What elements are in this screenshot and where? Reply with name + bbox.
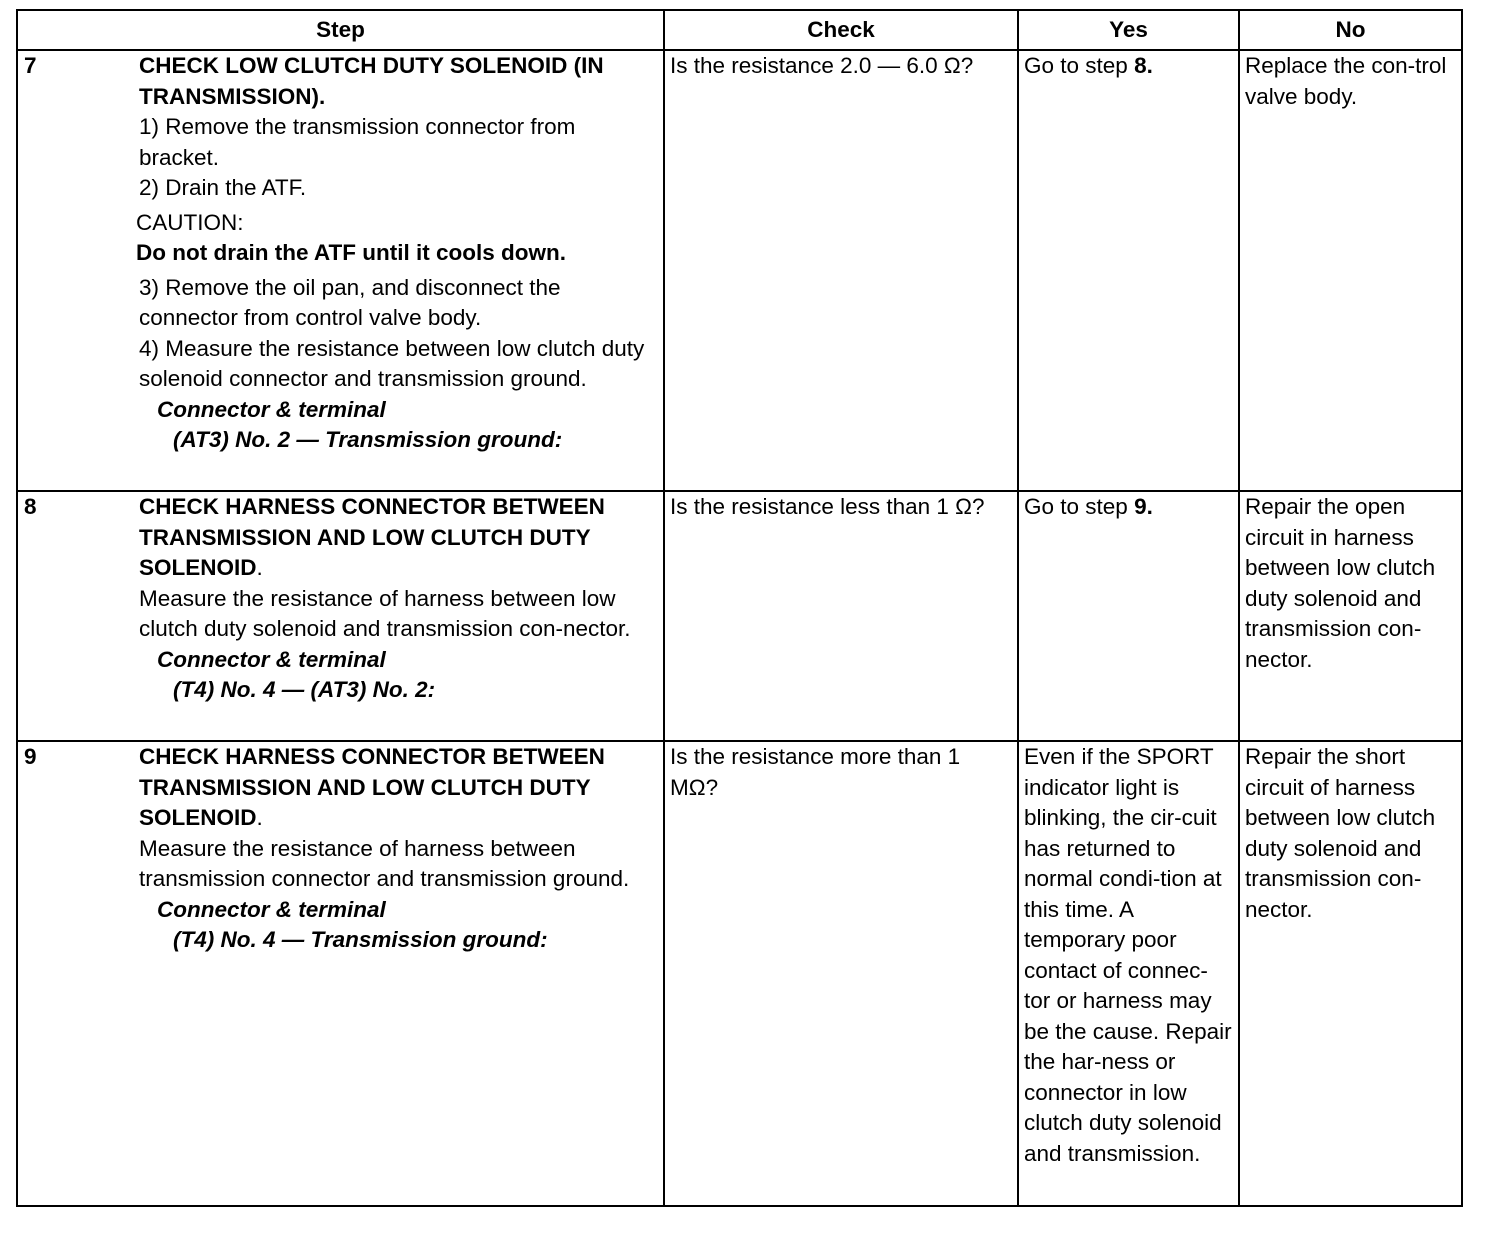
step-number: 9 (24, 744, 37, 769)
yes-step-ref: 8. (1134, 53, 1153, 78)
step-title: CHECK HARNESS CONNECTOR BETWEEN TRANSMISSION AND LOW CLUTCH DUTY SOLENOID (139, 494, 605, 580)
step-title: CHECK HARNESS CONNECTOR BETWEEN TRANSMISSION AND LOW CLUTCH DUTY SOLENOID (139, 744, 605, 830)
step-number: 7 (24, 53, 37, 78)
check-cell: Is the resistance less than 1 Ω? (664, 491, 1018, 741)
connector-terminal-value: (AT3) No. 2 — Transmission ground: (173, 427, 563, 452)
table-row (17, 491, 1462, 741)
yes-prefix: Go to step (1024, 53, 1135, 78)
step-instruction: 3) Remove the oil pan, and disconnect the connector from control valve body. (139, 274, 561, 330)
step-instruction: 1) Remove the transmission connector from bracket. (139, 114, 576, 170)
diagnostic-table (16, 9, 1463, 1207)
connector-terminal-label: Connector & terminal (157, 646, 386, 672)
yes-cell (1018, 491, 1239, 741)
step-cell (17, 50, 664, 491)
yes-cell (1018, 50, 1239, 491)
step-instruction: 2) Drain the ATF. (139, 175, 307, 200)
no-cell: Repair the short circuit of harness between low clutch duty solenoid and transmission con-nector. (1239, 741, 1462, 1206)
step-cell (17, 491, 664, 741)
step-number: 8 (24, 494, 37, 519)
check-cell: Is the resistance more than 1 MΩ? (664, 741, 1018, 1206)
connector-terminal-value: (T4) No. 4 — Transmission ground: (173, 927, 548, 952)
check-cell: Is the resistance 2.0 — 6.0 Ω? (664, 50, 1018, 491)
yes-step-ref: 9. (1134, 494, 1153, 519)
header-yes: Yes (1018, 10, 1239, 50)
no-cell: Repair the open circuit in harness between low clutch duty solenoid and transmission con-nector. (1239, 491, 1462, 741)
header-row (17, 10, 1462, 50)
header-check: Check (664, 10, 1018, 50)
no-cell: Replace the con-trol valve body. (1239, 50, 1462, 491)
step-title-end: . (256, 555, 263, 580)
step-instruction: Measure the resistance of harness between low clutch duty solenoid and transmission con-nector. (139, 585, 631, 641)
caution-text: Do not drain the ATF until it cools down. (136, 240, 566, 265)
yes-cell: Even if the SPORT indicator light is blinking, the cir-cuit has returned to normal condi-tion at this time. A temporary poor contact of connec-tor or harness may be the cause. Repair the har-ness or connector in low clutch duty solenoid and transmission. (1018, 741, 1239, 1206)
step-title-end: . (256, 805, 263, 830)
connector-terminal-label: Connector & terminal (157, 896, 386, 922)
step-title: CHECK LOW CLUTCH DUTY SOLENOID (IN TRANSMISSION). (139, 53, 604, 109)
table-row (17, 50, 1462, 491)
connector-terminal-label: Connector & terminal (157, 396, 386, 422)
header-no: No (1239, 10, 1462, 50)
table-row (17, 741, 1462, 1206)
step-instruction: Measure the resistance of harness between transmission connector and transmission ground. (139, 835, 630, 891)
connector-terminal-value: (T4) No. 4 — (AT3) No. 2: (173, 677, 436, 702)
step-cell (17, 741, 664, 1206)
header-step: Step (17, 10, 664, 50)
yes-prefix: Go to step (1024, 494, 1135, 519)
caution-label: CAUTION: (136, 209, 244, 235)
step-instruction: 4) Measure the resistance between low clutch duty solenoid connector and transmission ground. (139, 335, 645, 391)
